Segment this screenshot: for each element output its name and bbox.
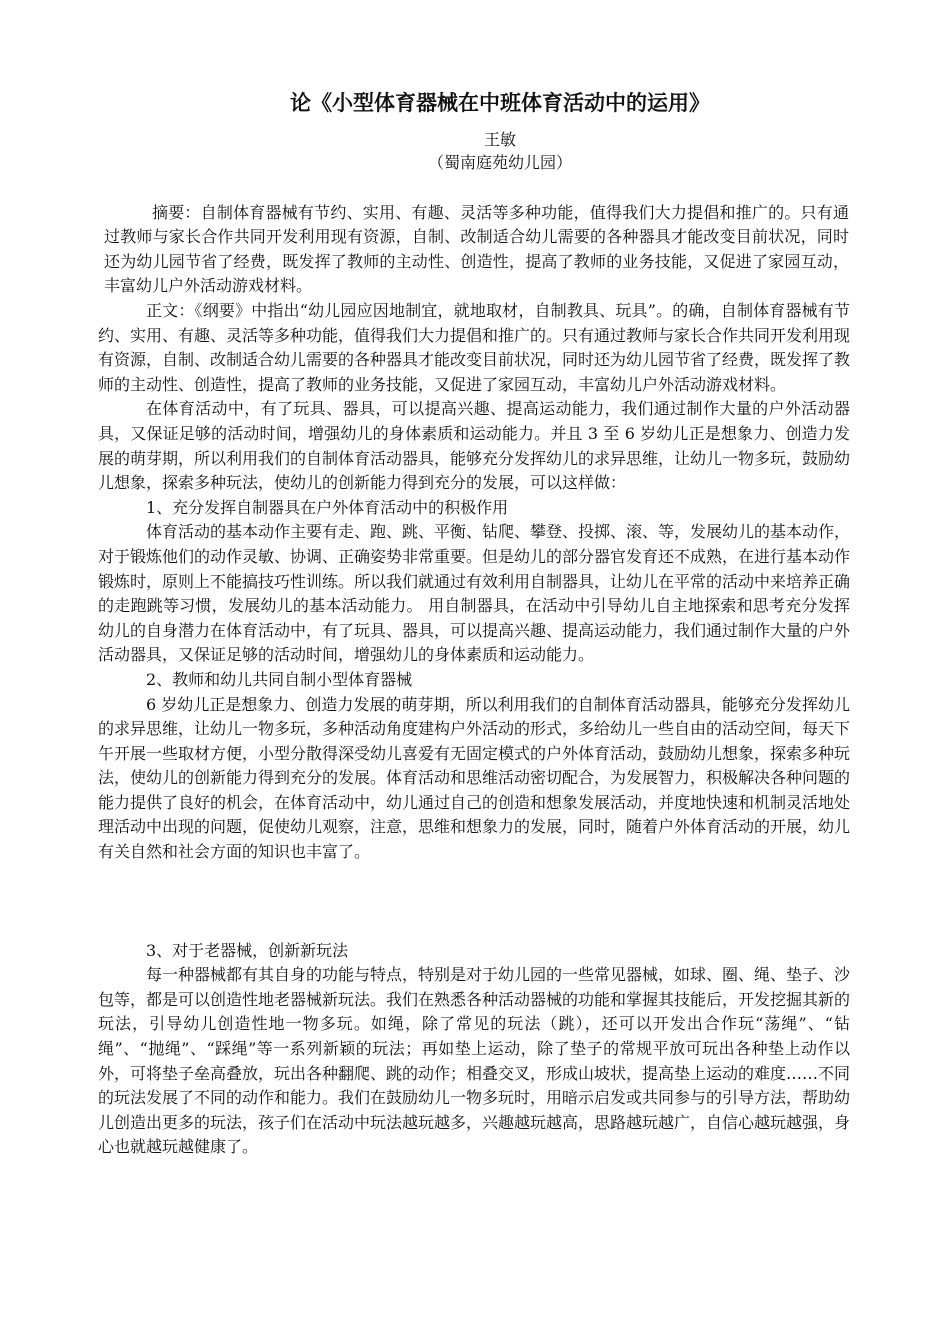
blank-space	[98, 865, 850, 939]
author-name: 王敏	[483, 130, 516, 149]
body-text	[98, 299, 850, 1160]
paragraph-section-1: 体育活动的基本动作主要有走、跑、跳、平衡、钻爬、攀登、投掷、滚、等，发展幼儿的基本动作，对于锻炼他们的动作灵敏、协调、正确姿势非常重要。但是幼儿的部分器官发育还不成熟，在进行基本动作锻炼时，原则上不能搞技巧性训练。所以我们就通过有效利用自制器具，让幼儿在平常的活动中来培养正确的走跑跳等习惯，发展幼儿的基本活动能力。 用自制器具，在活动中引导幼儿自主地探索和思考充分发挥幼儿的自身潜力在体育活动中，有了玩具、器具，可以提高兴趣、提高运动能力，我们通过制作大量的户外活动器具，又保证足够的活动时间，增强幼儿的身体素质和运动能力。	[98, 522, 851, 665]
section-heading-1: 1、充分发挥自制器具在户外体育活动中的积极作用	[146, 497, 509, 517]
document-title: 论《小型体育器械在中班体育活动中的运用》	[290, 91, 710, 115]
paragraph-section-2: 6 岁幼儿正是想象力、创造力发展的萌芽期，所以利用我们的自制体育活动器具，能够充分发挥幼儿的求异思维，让幼儿一物多玩，多种活动角度建构户外活动的形式，多给幼儿一些自由的活动空间，每天下午开展一些取材方便，小型分散得深受幼儿喜爱有无固定模式的户外体育活动，鼓励幼儿想象，探索多种玩法，使幼儿的创新能力得到充分的发展。体育活动和思维活动密切配合，为发展智力，积极解决各种问题的能力提供了良好的机会，在体育活动中，幼儿通过自己的创造和想象发展活动，并度地快速和机制灵活地处理活动中出现的问题，促使幼儿观察，注意，思维和想象力的发展，同时，随着户外体育活动的开展，幼儿有关自然和社会方面的知识也丰富了。	[98, 694, 851, 862]
paragraph-section-3: 每一种器械都有其自身的功能与特点，特别是对于幼儿园的一些常见器械，如球、圈、绳、垫子、沙包等，都是可以创造性地老器械新玩法。我们在熟悉各种活动器械的功能和掌握其技能后，开发挖掘其新的玩法，引导幼儿创造性地一物多玩。如绳，除了常见的玩法（跳），还可以开发出合作玩“荡绳”、“钻绳”、“抛绳”、“踩绳”等一系列新颖的玩法；再如垫上运动，除了垫子的常规平放可玩出各种垫上动作以外，可将垫子垒高叠放，玩出各种翻爬、跳的动作；相叠交叉，形成山坡状，提高垫上运动的难度……不同的玩法发展了不同的动作和能力。我们在鼓励幼儿一物多玩时，用暗示启发或共同参与的引导方法，帮助幼儿创造出更多的玩法，孩子们在活动中玩法越玩越多，兴趣越玩越高，思路越玩越广，自信心越玩越强，身心也就越玩越健康了。	[98, 965, 851, 1157]
paragraph-activities: 在体育活动中，有了玩具、器具，可以提高兴趣、提高运动能力，我们通过制作大量的户外活动器具，又保证足够的活动时间，增强幼儿的身体素质和运动能力。并且 3 至 6 岁幼儿正是想象力、创造力发展的萌芽期，所以利用我们的自制体育活动器具，能够充分发挥幼儿的求异思维，让幼儿一物多玩，鼓励幼儿想象，探索多种玩法，使幼儿的创新能力得到充分的发展，可以这样做：	[98, 399, 851, 493]
paragraph-intro: 正文：《纲要》中指出“幼儿园应因地制宜，就地取材，自制教具、玩具”。的确，自制体育器械有节约、实用、有趣、灵活等多种功能，值得我们大力提倡和推广的。只有通过教师与家长合作共同开发利用现有资源，自制、改制适合幼儿需要的各种器具才能改变目前状况，同时还为幼儿园节省了经费，既发挥了教师的主动性、创造性，提高了教师的业务技能，又促进了家园互动，丰富幼儿户外活动游戏材料。	[98, 301, 851, 394]
author-affiliation: （蜀南庭苑幼儿园）	[427, 153, 572, 172]
abstract	[104, 201, 849, 299]
abstract-text: 摘要：自制体育器械有节约、实用、有趣、灵活等多种功能，值得我们大力提倡和推广的。只有通过教师与家长合作共同开发利用现有资源，自制、改制适合幼儿需要的各种器具才能改变目前状况，同时还为幼儿园节省了经费，既发挥了教师的主动性、创造性，提高了教师的业务技能，又促进了家园互动，丰富幼儿户外活动游戏材料。	[104, 203, 849, 296]
section-heading-3: 3、对于老器械，创新新玩法	[146, 940, 349, 960]
section-heading-2: 2、教师和幼儿共同自制小型体育器械	[146, 669, 413, 689]
